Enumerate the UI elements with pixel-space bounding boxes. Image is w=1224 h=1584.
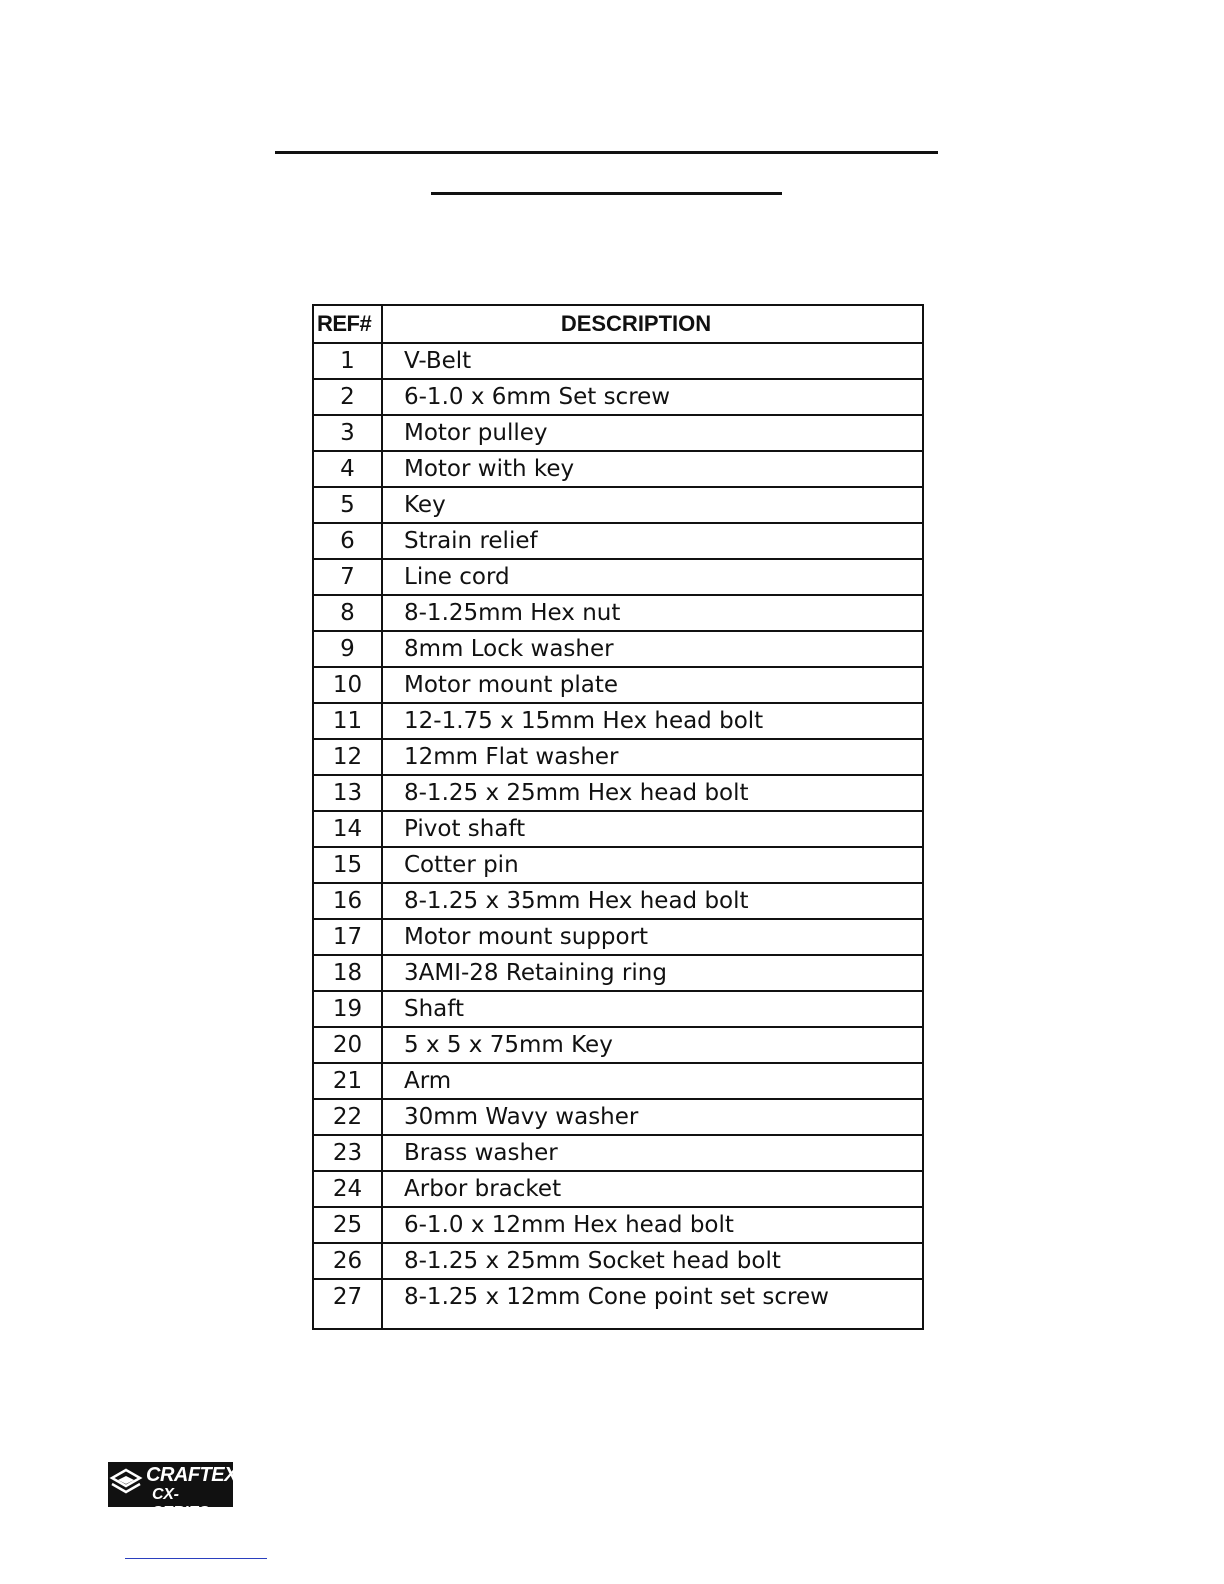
description-cell: 6-1.0 x 12mm Hex head bolt (382, 1207, 923, 1243)
table-row (313, 1207, 923, 1243)
ref-cell: 7 (313, 559, 382, 595)
description-cell: Key (382, 487, 923, 523)
table-row (313, 1099, 923, 1135)
logo-series: CX-SERIES (152, 1486, 209, 1521)
table-row (313, 1171, 923, 1207)
ref-cell: 26 (313, 1243, 382, 1279)
ref-cell: 23 (313, 1135, 382, 1171)
table-row (313, 883, 923, 919)
ref-cell: 18 (313, 955, 382, 991)
column-header-ref: REF# (313, 305, 382, 343)
table-row (313, 1027, 923, 1063)
ref-cell: 5 (313, 487, 382, 523)
ref-cell: 10 (313, 667, 382, 703)
description-cell: Arbor bracket (382, 1171, 923, 1207)
ref-cell: 6 (313, 523, 382, 559)
footer-link-underline (125, 1558, 267, 1559)
table-row (313, 631, 923, 667)
column-header-description: DESCRIPTION (382, 305, 923, 343)
ref-cell: 4 (313, 451, 382, 487)
description-cell: Motor with key (382, 451, 923, 487)
table-row (313, 559, 923, 595)
ref-cell: 16 (313, 883, 382, 919)
table-row (313, 991, 923, 1027)
ref-cell: 12 (313, 739, 382, 775)
description-cell: 12mm Flat washer (382, 739, 923, 775)
description-cell: V-Belt (382, 343, 923, 379)
description-cell: 12-1.75 x 15mm Hex head bolt (382, 703, 923, 739)
ref-cell: 1 (313, 343, 382, 379)
description-cell: Line cord (382, 559, 923, 595)
description-cell: 8-1.25 x 25mm Hex head bolt (382, 775, 923, 811)
table-row (313, 451, 923, 487)
table-header-row (313, 305, 923, 343)
table-row (313, 343, 923, 379)
description-cell: Strain relief (382, 523, 923, 559)
description-cell: Motor pulley (382, 415, 923, 451)
table-row (313, 811, 923, 847)
ref-cell: 9 (313, 631, 382, 667)
table-row (313, 1063, 923, 1099)
table-row (313, 703, 923, 739)
ref-cell: 3 (313, 415, 382, 451)
ref-cell: 27 (313, 1279, 382, 1329)
table-row (313, 739, 923, 775)
table-row (313, 1279, 923, 1329)
ref-cell: 25 (313, 1207, 382, 1243)
header-rule-long (275, 151, 938, 154)
description-cell: 3AMI-28 Retaining ring (382, 955, 923, 991)
logo-wordmark: CRAFTEX (146, 1464, 237, 1486)
description-cell: 8mm Lock washer (382, 631, 923, 667)
ref-cell: 13 (313, 775, 382, 811)
header-rule-short (431, 192, 782, 195)
ref-cell: 15 (313, 847, 382, 883)
description-cell: Cotter pin (382, 847, 923, 883)
parts-list-table (312, 304, 924, 1330)
description-cell: 8-1.25mm Hex nut (382, 595, 923, 631)
description-cell: Motor mount plate (382, 667, 923, 703)
table-row (313, 847, 923, 883)
table-row (313, 487, 923, 523)
table-row (313, 955, 923, 991)
craftex-diamond-icon (108, 1462, 144, 1507)
description-cell: Motor mount support (382, 919, 923, 955)
table-row (313, 595, 923, 631)
ref-cell: 21 (313, 1063, 382, 1099)
table-row (313, 1243, 923, 1279)
description-cell: 30mm Wavy washer (382, 1099, 923, 1135)
ref-cell: 2 (313, 379, 382, 415)
ref-cell: 24 (313, 1171, 382, 1207)
description-cell: Arm (382, 1063, 923, 1099)
ref-cell: 11 (313, 703, 382, 739)
description-cell: 6-1.0 x 6mm Set screw (382, 379, 923, 415)
table-row (313, 379, 923, 415)
description-cell: Shaft (382, 991, 923, 1027)
description-cell: 8-1.25 x 35mm Hex head bolt (382, 883, 923, 919)
description-cell: 5 x 5 x 75mm Key (382, 1027, 923, 1063)
table-row (313, 1135, 923, 1171)
table-row (313, 919, 923, 955)
ref-cell: 22 (313, 1099, 382, 1135)
ref-cell: 20 (313, 1027, 382, 1063)
table-row (313, 415, 923, 451)
description-cell: 8-1.25 x 12mm Cone point set screw (382, 1279, 923, 1329)
ref-cell: 17 (313, 919, 382, 955)
ref-cell: 14 (313, 811, 382, 847)
table-row (313, 775, 923, 811)
parts-list-body (313, 343, 923, 1329)
ref-cell: 8 (313, 595, 382, 631)
table-row (313, 523, 923, 559)
description-cell: Brass washer (382, 1135, 923, 1171)
craftex-logo (108, 1462, 237, 1521)
description-cell: 8-1.25 x 25mm Socket head bolt (382, 1243, 923, 1279)
ref-cell: 19 (313, 991, 382, 1027)
table-row (313, 667, 923, 703)
description-cell: Pivot shaft (382, 811, 923, 847)
